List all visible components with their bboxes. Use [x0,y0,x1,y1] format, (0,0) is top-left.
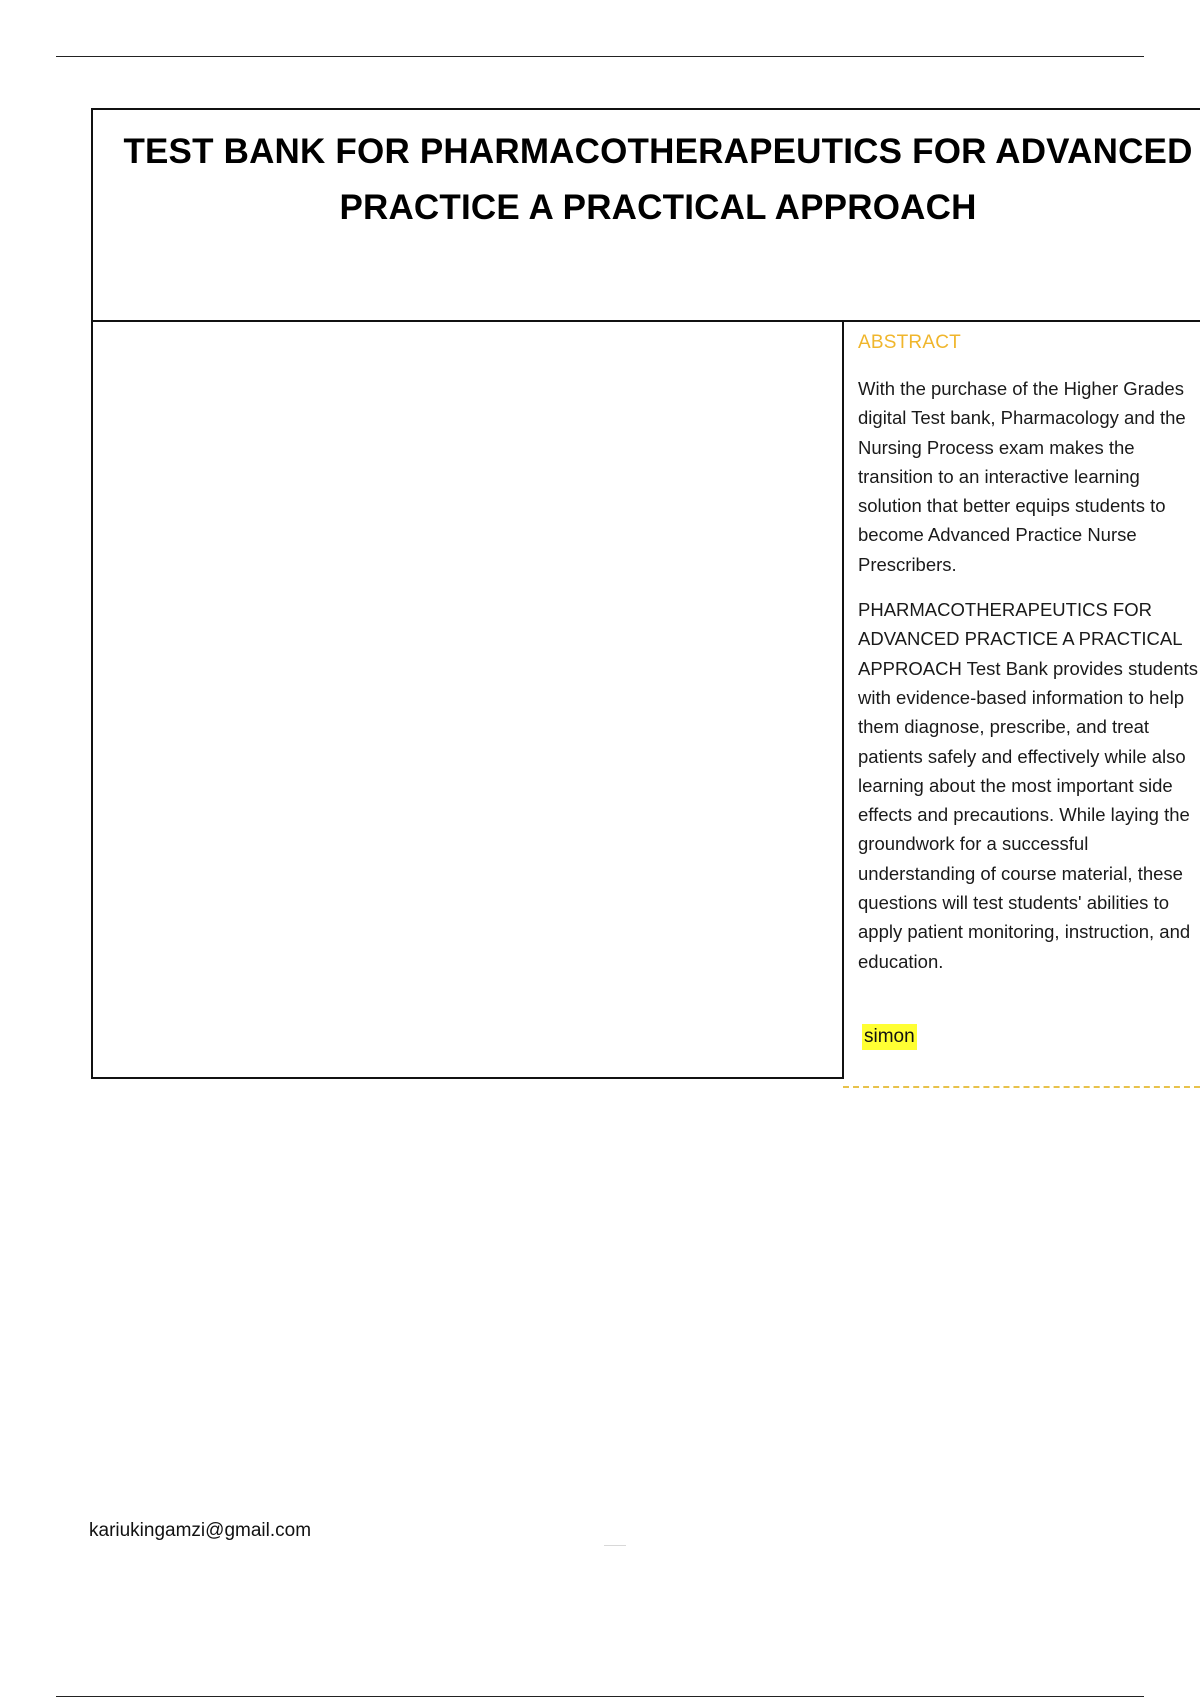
title-box [91,108,1200,322]
abstract-paragraph: With the purchase of the Higher Grades digital Test bank, Pharmacology and the Nursing Process exam makes the transition to an interactive learning solution that better equips students to become Advanced Practice Nurse Prescribers. [858,378,1186,575]
author-name: simon [862,1024,917,1050]
abstract-paragraph: PHARMACOTHERAPEUTICS FOR ADVANCED PRACTICE A PRACTICAL APPROACH Test Bank provides students with evidence-based information to help them diagnose, prescribe, and treat patients safely and effectively while also learning about the most important side effects and precautions. While laying the groundwork for a successful understanding of course material, these questions will test students' abilities to apply patient monitoring, instruction, and education. [858,599,1199,972]
footer-email: kariukingamzi@gmail.com [89,1520,312,1541]
cover-image-frame [91,320,844,1079]
bottom-rule [56,1696,1144,1697]
abstract-body [858,374,1200,992]
abstract-sidebar [843,322,1200,1088]
faint-mark [604,1545,626,1546]
top-rule [56,56,1144,57]
abstract-heading: ABSTRACT [858,332,961,353]
document-title: TEST BANK FOR PHARMACOTHERAPEUTICS FOR ADVANCED PRACTICE A PRACTICAL APPROACH [123,132,1193,227]
